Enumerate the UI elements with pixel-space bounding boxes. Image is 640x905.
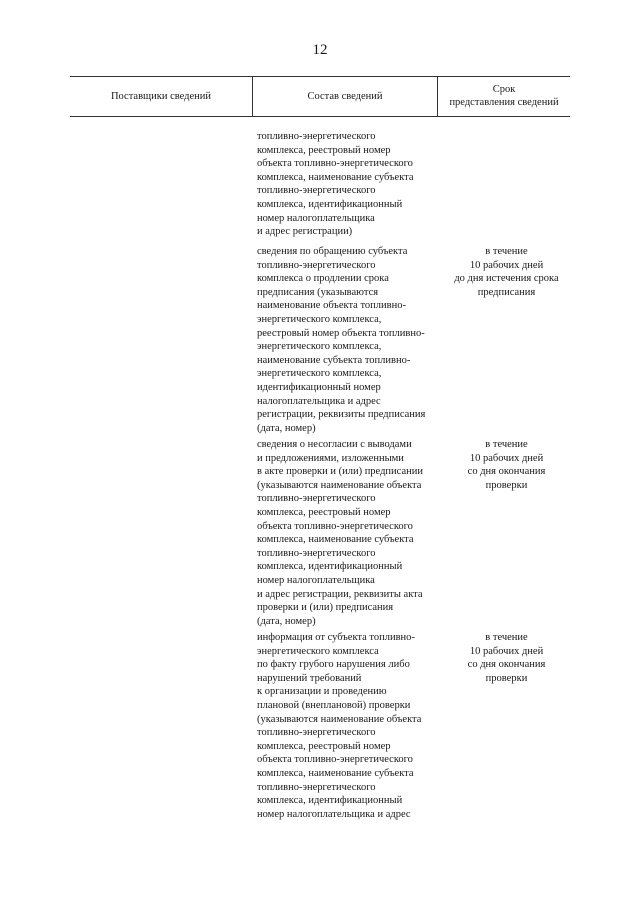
header-providers: Поставщики сведений bbox=[110, 90, 212, 102]
table-row-2-content: сведения по обращению субъекта топливно-энергетического комплекса о продлении срока предписания (указываются наименование объекта топливно- энергетического комплекса, реестровый номер объекта топливно- энергетического комплекса, наименование субъекта топливно- энергетического комплекса, идентификационный номер налогоплательщика и адрес регистрации, реквизиты предписания (дата, номер) bbox=[257, 246, 426, 434]
page-number: 12 bbox=[312, 42, 328, 58]
table-row-4-deadline: в течение 10 рабочих дней со дня окончания проверки bbox=[467, 632, 546, 684]
header-content: Состав сведений bbox=[307, 90, 383, 102]
table-top-border bbox=[70, 76, 570, 77]
table-row-2-deadline: в течение 10 рабочих дней до дня истечения срока предписания bbox=[454, 246, 559, 298]
table-row-3-content: сведения о несогласии с выводами и предложениями, изложенными в акте проверки и (или) предписании (указываются наименование объекта топливно-энергетического комплекса, реестровый номер объекта топливно-энергетического комплекса, наименование субъекта топливно-энергетического комплекса, идентификационный номер налогоплательщика и адрес регистрации, реквизиты акта проверки и (или) предписания (дата, номер) bbox=[257, 439, 423, 627]
table-row-4-content: информация от субъекта топливно- энергетического комплекса по факту грубого нарушения либо нарушений требований к организации и проведению плановой (внеплановой) проверки (указываются наименование объекта топливно-энергетического комплекса, реестровый номер объекта топливно-энергетического комплекса, наименование субъекта топливно-энергетического комплекса, идентификационный номер налогоплательщика и адрес bbox=[257, 632, 422, 820]
table-header-bottom-border bbox=[70, 116, 570, 117]
table-row-3-deadline: в течение 10 рабочих дней со дня окончания проверки bbox=[467, 439, 546, 491]
header-deadline: Срок представления сведений bbox=[449, 84, 559, 108]
table-row-1-content: топливно-энергетического комплекса, реестровый номер объекта топливно-энергетического комплекса, наименование субъекта топливно-энергетического комплекса, идентификационный номер налогоплательщика и адрес регистрации) bbox=[257, 131, 414, 238]
